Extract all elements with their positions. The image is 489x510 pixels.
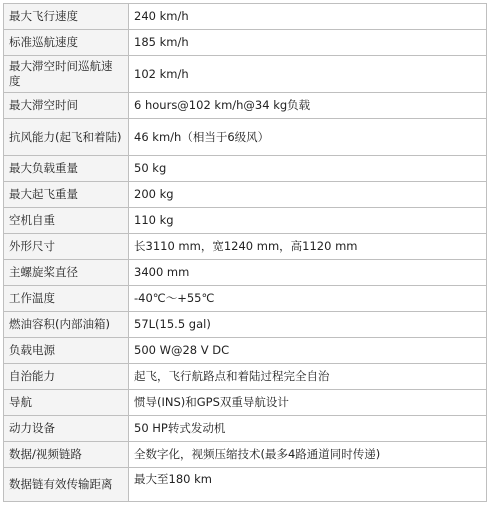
row-label: 标准巡航速度: [4, 30, 129, 56]
table-row: [4, 156, 487, 182]
row-value: 200 kg: [129, 182, 487, 208]
table-row: [4, 416, 487, 442]
row-label: 燃油容积(内部油箱): [4, 312, 129, 338]
table-row: [4, 208, 487, 234]
row-label: 数据链有效传输距离: [4, 468, 129, 502]
table-row: [4, 30, 487, 56]
row-label: 数据/视频链路: [4, 442, 129, 468]
row-label: 工作温度: [4, 286, 129, 312]
row-value: 惯导(INS)和GPS双重导航设计: [129, 390, 487, 416]
row-value: 长3110 mm，宽1240 mm，高1120 mm: [129, 234, 487, 260]
row-label: 主螺旋桨直径: [4, 260, 129, 286]
row-value: 起飞，飞行航路点和着陆过程完全自治: [129, 364, 487, 390]
row-value: 50 HP转式发动机: [129, 416, 487, 442]
row-label: 外形尺寸: [4, 234, 129, 260]
table-row: [4, 182, 487, 208]
row-value: 500 W@28 V DC: [129, 338, 487, 364]
row-label: 最大滞空时间: [4, 93, 129, 119]
row-value: 240 km/h: [129, 4, 487, 30]
row-label: 负载电源: [4, 338, 129, 364]
table-row: [4, 442, 487, 468]
table-row: [4, 364, 487, 390]
spec-table: [3, 3, 487, 502]
table-row: [4, 260, 487, 286]
row-value: 最大至180 km: [129, 468, 487, 502]
row-value: 全数字化，视频压缩技术(最多4路通道同时传递): [129, 442, 487, 468]
table-row: [4, 56, 487, 93]
table-row: [4, 338, 487, 364]
row-label: 最大起飞重量: [4, 182, 129, 208]
row-label: 抗风能力(起飞和着陆): [4, 119, 129, 156]
row-value: 50 kg: [129, 156, 487, 182]
row-label: 导航: [4, 390, 129, 416]
row-label: 最大飞行速度: [4, 4, 129, 30]
row-label: 最大负载重量: [4, 156, 129, 182]
row-value: 46 km/h（相当于6级风）: [129, 119, 487, 156]
row-label: 最大滞空时间巡航速度: [4, 56, 129, 93]
table-row: [4, 4, 487, 30]
row-label: 空机自重: [4, 208, 129, 234]
table-row: [4, 312, 487, 338]
table-row: [4, 390, 487, 416]
row-value: 57L(15.5 gal): [129, 312, 487, 338]
table-row: [4, 468, 487, 502]
table-row: [4, 286, 487, 312]
table-row: [4, 234, 487, 260]
row-label: 自治能力: [4, 364, 129, 390]
row-value: 3400 mm: [129, 260, 487, 286]
row-value: 6 hours@102 km/h@34 kg负载: [129, 93, 487, 119]
table-row: [4, 93, 487, 119]
table-row: [4, 119, 487, 156]
row-label: 动力设备: [4, 416, 129, 442]
row-value: 110 kg: [129, 208, 487, 234]
row-value: 185 km/h: [129, 30, 487, 56]
row-value: 102 km/h: [129, 56, 487, 93]
row-value: -40℃～+55℃: [129, 286, 487, 312]
